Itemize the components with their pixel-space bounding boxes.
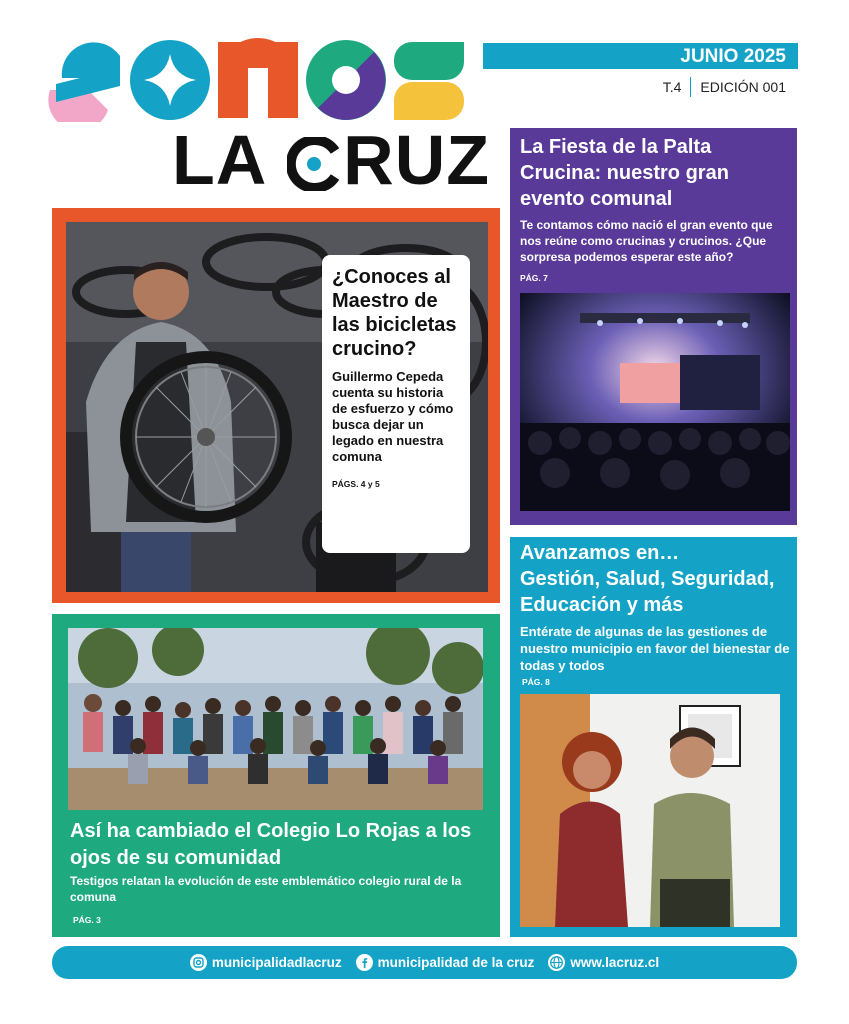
avanzamos-title-line1: Avanzamos en… [520,542,680,564]
feature-headline-card[interactable] [322,255,470,553]
avanzamos-title-line2: Gestión, Salud, Seguridad, Educación y más [520,568,775,616]
feature-description: Guillermo Cepeda cuenta su historia de esfuerzo y cómo busca dejar un legado en nuestra comuna [332,369,454,464]
fiesta-description: Te contamos cómo nació el gran evento que nos reúne como crucinas y crucinos. ¿Que sorpresa podemos esperar este año? [520,218,773,264]
footer-instagram-link[interactable] [190,954,342,971]
footer-instagram-handle: municipalidadlacruz [211,955,342,970]
logo-ruz-text: RUZ [343,121,491,199]
issue-date: JUNIO 2025 [680,46,786,67]
footer-website-url: www.lacruz.cl [570,955,660,970]
social-footer [52,946,797,979]
colegio-group-photo[interactable] [68,628,483,810]
logo-la-cruz [172,121,491,199]
edition-label: EDICIÓN 001 [700,79,786,95]
footer-facebook-link[interactable] [356,954,535,971]
facebook-icon [356,954,373,971]
feature-page-ref: PÁGS. 4 y 5 [332,479,380,489]
avanzamos-title[interactable] [520,540,792,618]
avanzamos-page-ref: PÁG. 8 [522,677,550,687]
edition-divider [690,77,691,97]
fiesta-concert-photo[interactable] [520,293,790,511]
avanzamos-description: Entérate de algunas de las gestiones de nuestro municipio en favor del bienestar de todas y todos [520,624,790,673]
feature-title[interactable]: ¿Conoces al Maestro de las bicicletas crucino? [332,266,457,360]
logo-la-text: LA [172,121,286,199]
footer-facebook-name: municipalidad de la cruz [377,955,535,970]
globe-icon [548,954,565,971]
footer-website-link[interactable] [548,954,659,971]
logo-somos [48,38,468,122]
colegio-page-ref: PÁG. 3 [73,915,101,925]
volume-label: T.4 [662,79,682,95]
avanzamos-officials-photo[interactable] [520,694,780,927]
cruz-c-icon [287,135,341,189]
instagram-icon [190,954,207,971]
edition-info [483,74,798,100]
colegio-description: Testigos relatan la evolución de este emblemático colegio rural de la comuna [70,874,462,904]
fiesta-page-ref: PÁG. 7 [520,273,548,283]
colegio-title[interactable]: Así ha cambiado el Colegio Lo Rojas a los ojos de su comunidad [70,820,472,869]
fiesta-title[interactable]: La Fiesta de la Palta Crucina: nuestro gran evento comunal [520,136,729,210]
somos-logo-graphic [48,38,468,122]
issue-date-bar [483,43,798,69]
